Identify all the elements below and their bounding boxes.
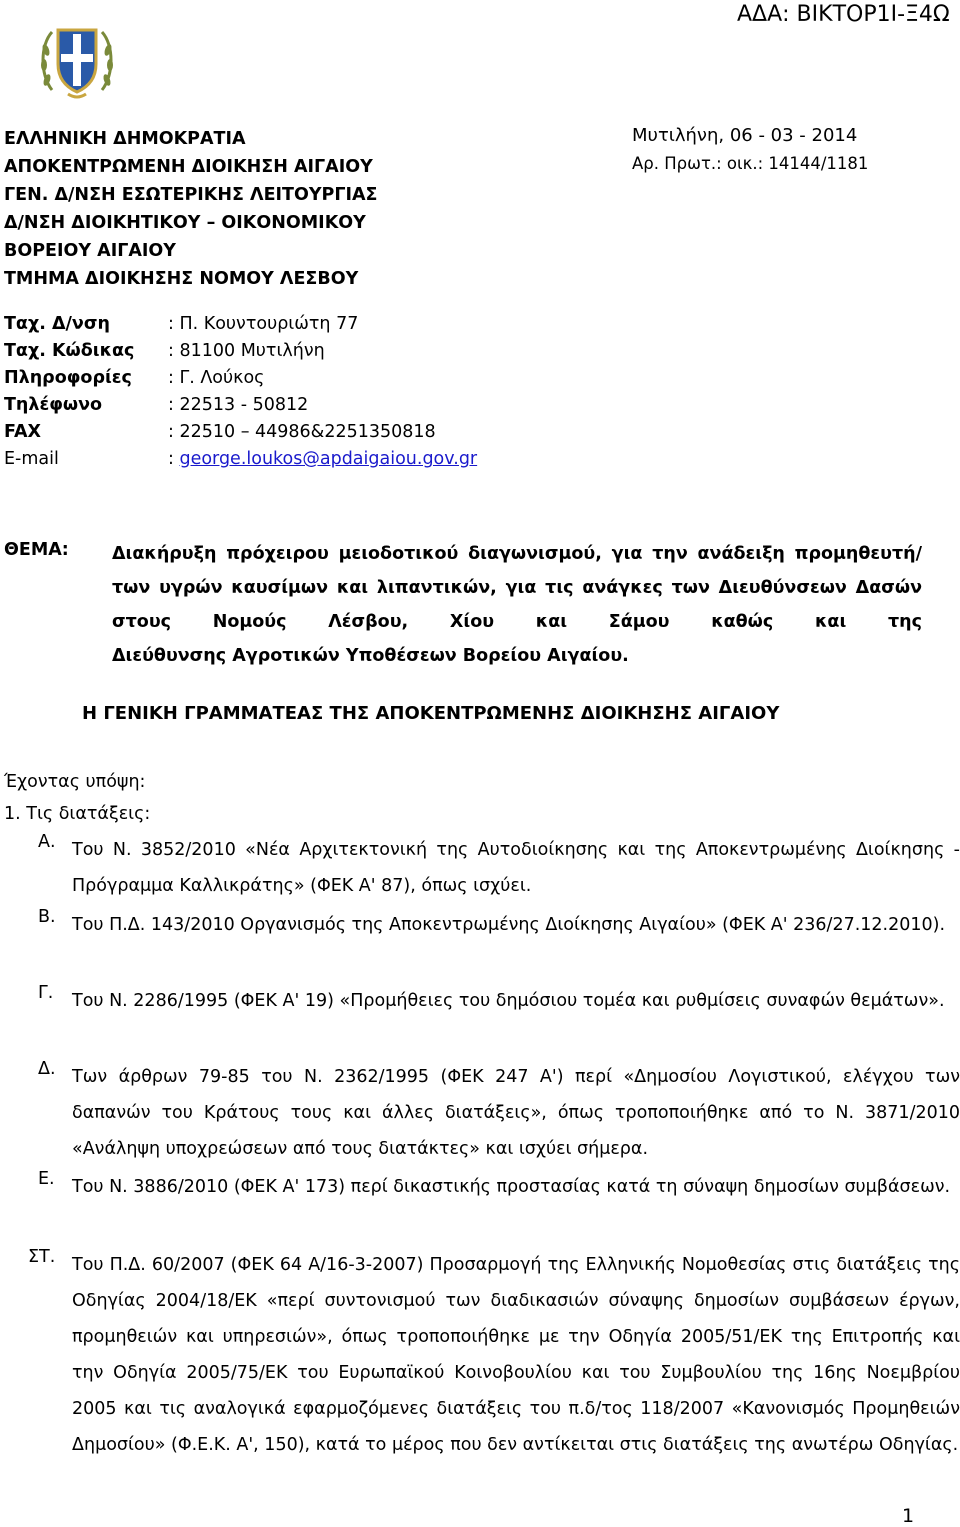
provision-marker: Ε.	[38, 1169, 55, 1189]
section-heading: Η ΓΕΝΙΚΗ ΓΡΑΜΜΑΤΕΑΣ ΤΗΣ ΑΠΟΚΕΝΤΡΩΜΕΝΗΣ ΔΙΟΙΚΗΣΗΣ ΑΙΓΑΙΟΥ	[82, 703, 780, 724]
contact-label: Ταχ. Κώδικας	[4, 341, 135, 361]
contact-label: Τηλέφωνο	[4, 395, 103, 415]
provision-marker: Β.	[38, 907, 56, 927]
contact-fax	[4, 419, 477, 446]
org-line: ΤΜΗΜΑ ΔΙΟΙΚΗΣΗΣ ΝΟΜΟΥ ΛΕΣΒΟΥ	[4, 269, 359, 289]
contact-value: : 22513 - 50812	[168, 395, 309, 415]
org-line: ΒΟΡΕΙΟΥ ΑΙΓΑΙΟΥ	[4, 241, 176, 261]
page-number: 1	[902, 1505, 915, 1527]
contact-value: : Π. Κουντουριώτη 77	[168, 314, 359, 334]
contact-value: : 22510 – 44986&2251350818	[168, 422, 436, 442]
provision-marker: Γ.	[38, 983, 54, 1003]
contact-value: : Γ. Λούκος	[168, 368, 265, 388]
provision-text: Του Π.Δ. 143/2010 Οργανισμός της Αποκεντρωμένης Διοίκησης Αιγαίου» (ΦΕΚ Α' 236/27.12.2010).	[72, 915, 946, 935]
contact-label: Ταχ. Δ/νση	[4, 314, 110, 334]
contact-label: E-mail	[4, 449, 59, 469]
provision-text: Του Ν. 2286/1995 (ΦΕΚ Α' 19) «Προμήθειες του δημόσιου τομέα και ρυθμίσεις συναφών θεμάτων».	[72, 991, 945, 1011]
provision-text: Του Ν. 3886/2010 (ΦΕΚ Α' 173) περί δικαστικής προστασίας κατά τη σύναψη δημοσίων συμβάσεων.	[72, 1177, 951, 1197]
contact-details	[4, 311, 477, 473]
subject-label: ΘΕΜΑ:	[4, 540, 69, 560]
contact-postcode	[4, 338, 477, 365]
contact-email	[4, 446, 477, 473]
contact-label: Πληροφορίες	[4, 368, 132, 388]
provision-marker: ΣΤ.	[28, 1247, 56, 1267]
subject-last-line: Διεύθυνσης Αγροτικών Υποθέσεων Βορείου Αιγαίου.	[112, 646, 629, 666]
org-line: ΑΠΟΚΕΝΤΡΩΜΕΝΗ ΔΙΟΙΚΗΣΗ ΑΙΓΑΙΟΥ	[4, 157, 373, 177]
contact-phone	[4, 392, 477, 419]
issuing-authority	[4, 125, 378, 293]
protocol-number: Αρ. Πρωτ.: οικ.: 14144/1181	[632, 154, 869, 173]
contact-value: : 81100 Μυτιλήνη	[168, 341, 325, 361]
provisions-title: 1. Τις διατάξεις:	[4, 804, 151, 824]
ada-code: ΑΔΑ: ΒΙΚΤΟΡ1Ι-Ξ4Ω	[737, 2, 950, 27]
date-protocol-block	[632, 122, 868, 178]
contact-address	[4, 311, 477, 338]
provision-text: Του Π.Δ. 60/2007 (ΦΕΚ 64 Α/16-3-2007) Προσαρμογή της Ελληνικής Νομοθεσίας στις διατάξεις της Οδηγίας 2004/18/ΕΚ «περί συντονισμού των διαδικασιών σύναψης δημοσίων συμβάσεων έργων, προμηθειών και υπηρεσιών», όπως τροποποιήθηκε με την Οδηγία 2005/51/ΕΚ της Επιτροπής και την Οδηγία 2005/75/ΕΚ του Ευρωπαϊκού Κοινοβουλίου και του Συμβουλίου της 16ης Νοεμβρίου 2005 και τις αναλογικά εφαρμοζόμενες διατάξεις του π.δ/τος 118/2007 «Κανονισμός Προμηθειών Δημοσίου» (Φ.Ε.Κ. Α', 150), κατά το μέρος που δεν αντίκειται στις διατάξεις της ανωτέρω Οδηγίας.	[72, 1255, 960, 1455]
email-prefix: :	[168, 449, 180, 469]
contact-info	[4, 365, 477, 392]
email-link[interactable]: george.loukos@apdaigaiou.gov.gr	[179, 449, 478, 469]
coat-of-arms-icon	[38, 20, 116, 102]
org-line: ΓΕΝ. Δ/ΝΣΗ ΕΣΩΤΕΡΙΚΗΣ ΛΕΙΤΟΥΡΓΙΑΣ	[4, 185, 378, 205]
contact-label: FAX	[4, 422, 41, 442]
org-line: Δ/ΝΣΗ ΔΙΟΙΚΗΤΙΚΟΥ – ΟΙΚΟΝΟΜΙΚΟΥ	[4, 213, 366, 233]
subject-text	[112, 537, 922, 673]
provision-text: Των άρθρων 79-85 του Ν. 2362/1995 (ΦΕΚ 247 Α') περί «Δημοσίου Λογιστικού, ελέγχου των δαπανών του Κράτους τους και άλλες διατάξεις», όπως τροποποιήθηκε από το Ν. 3871/2010 «Ανάληψη υποχρεώσεων από τους διατάκτες» και ισχύει σήμερα.	[72, 1067, 960, 1159]
provision-text: Του Ν. 3852/2010 «Νέα Αρχιτεκτονική της Αυτοδιοίκησης και της Αποκεντρωμένης Διοίκησης - Πρόγραμμα Καλλικράτης» (ΦΕΚ Α' 87), όπως ισχύει.	[72, 840, 960, 896]
provision-marker: Α.	[38, 832, 56, 852]
subject-main: Διακήρυξη πρόχειρου μειοδοτικού διαγωνισμού, για την ανάδειξη προμηθευτή/των υγρών καυσίμων και λιπαντικών, για τις ανάγκες των Διευθύνσεων Δασών στους Νομούς Λέσβου, Χίου και Σάμου καθώς και της	[112, 544, 922, 632]
provision-marker: Δ.	[38, 1059, 56, 1079]
having-regard: Έχοντας υπόψη:	[4, 772, 146, 792]
org-line: ΕΛΛΗΝΙΚΗ ΔΗΜΟΚΡΑΤΙΑ	[4, 129, 246, 149]
document-date: Μυτιλήνη, 06 - 03 - 2014	[632, 125, 858, 146]
